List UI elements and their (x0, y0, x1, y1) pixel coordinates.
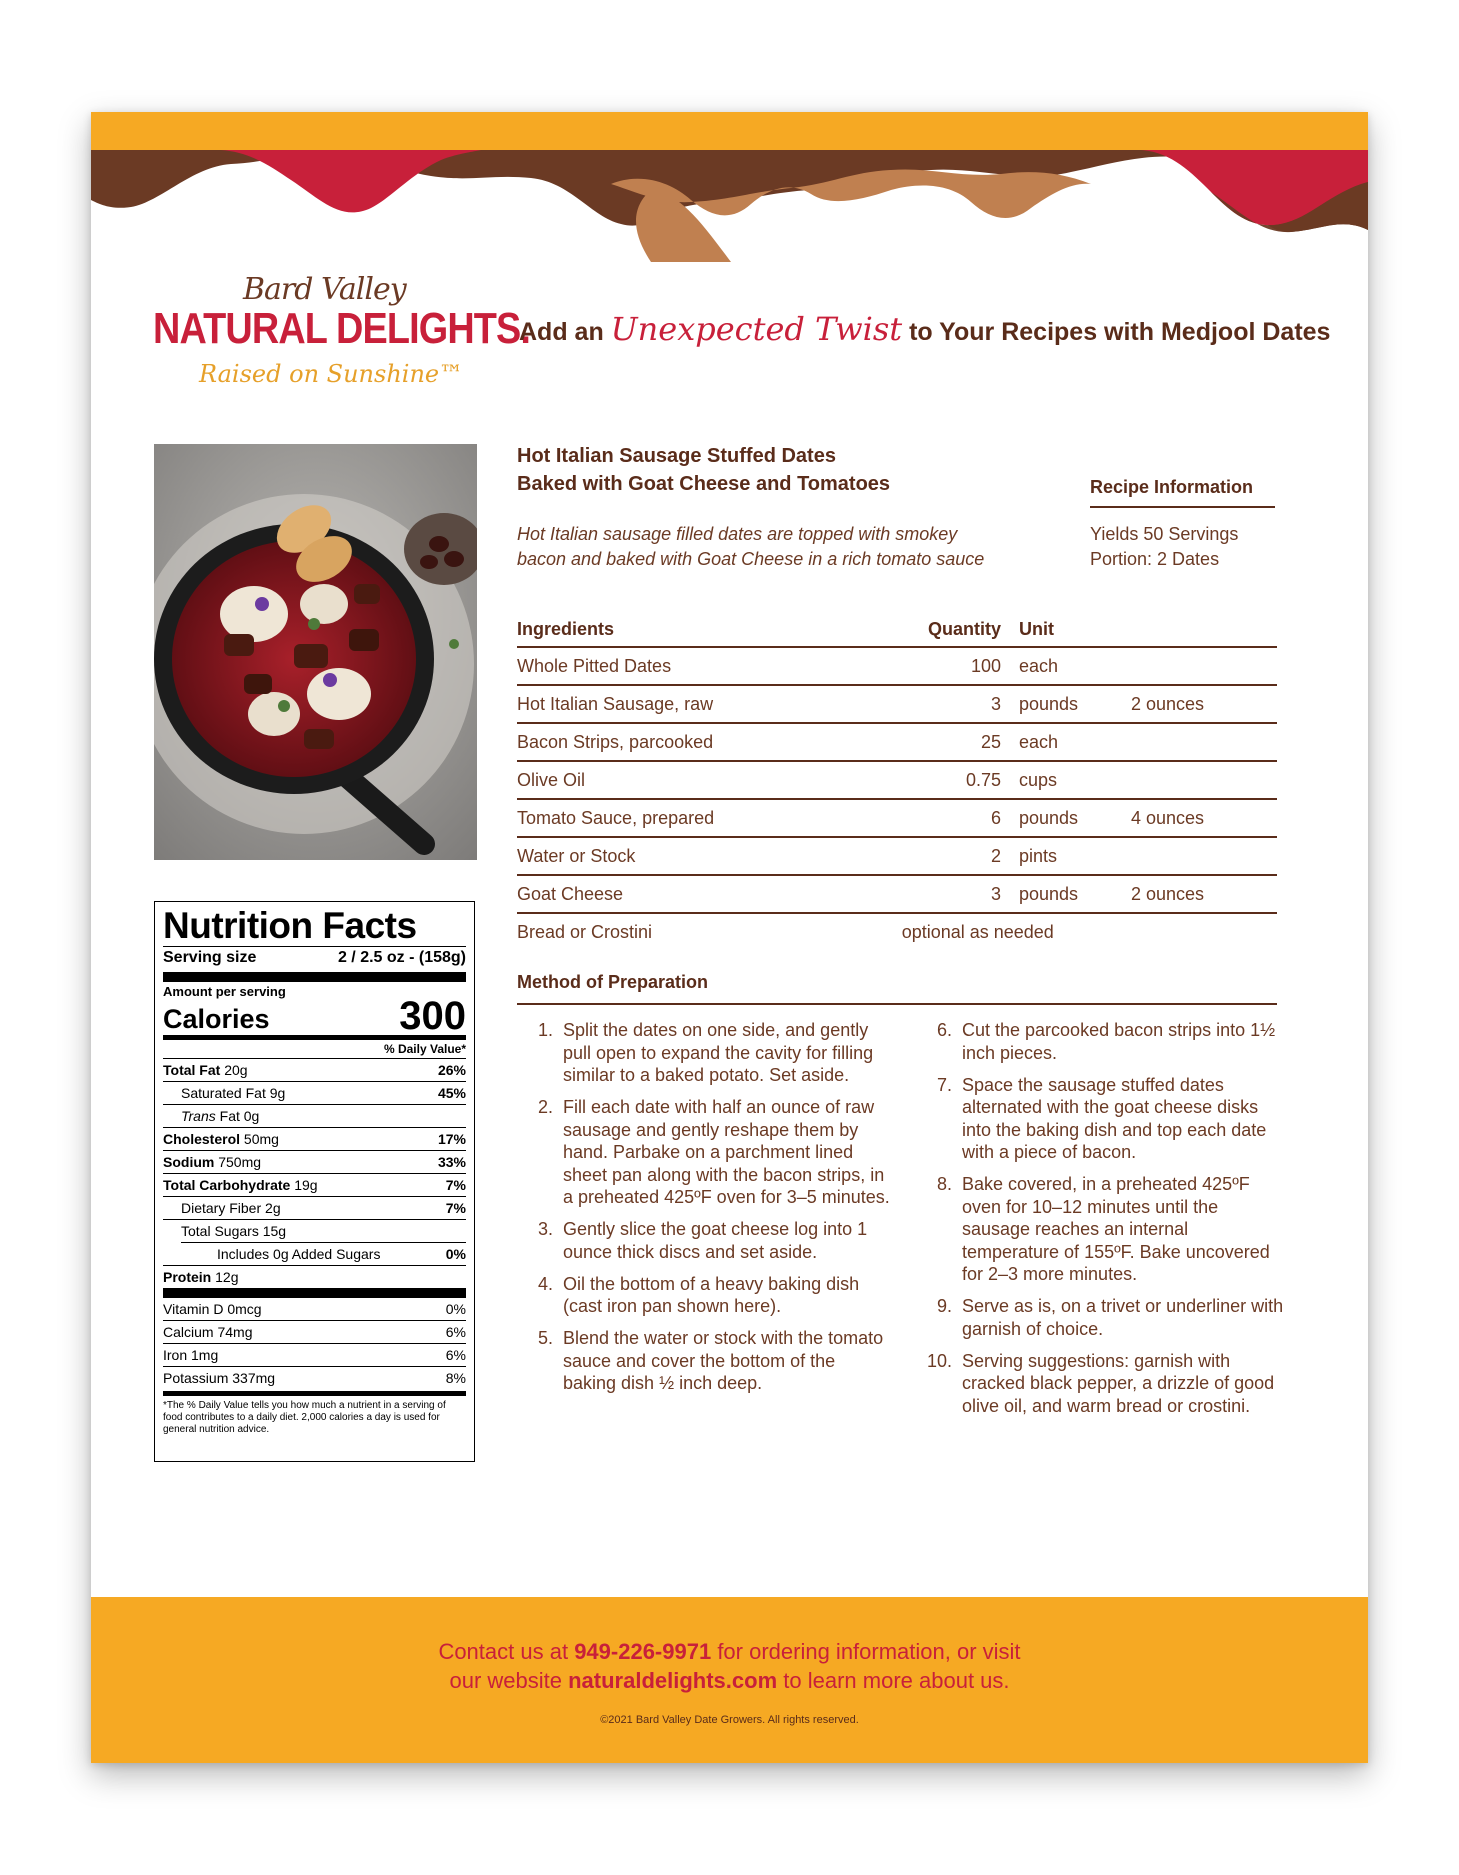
website-link[interactable]: naturaldelights.com (568, 1668, 778, 1693)
calories-value: 300 (399, 994, 466, 1038)
ingredient-extra (1131, 724, 1271, 760)
list-item (517, 1019, 893, 1087)
recipe-portion: Portion: 2 Dates (1090, 549, 1220, 569)
step-number: 1. (537, 1020, 553, 1040)
nutrition-facts-label (154, 901, 475, 1462)
step-text: Oil the bottom of a heavy baking dish (cast iron pan shown here). (563, 1273, 860, 1316)
method-steps-left (517, 1019, 893, 1404)
list-item (916, 1350, 1288, 1418)
headline-after: to Your Recipes with Medjool Dates (902, 318, 1331, 346)
list-item (517, 1327, 893, 1395)
list-item (916, 1295, 1288, 1340)
ingredient-quantity: 2 (990, 846, 1001, 866)
recipe-info-body (1090, 522, 1238, 572)
ingredient-unit: each (1019, 732, 1059, 752)
ingredient-quantity: 0.75 (965, 770, 1001, 790)
serving-value: 2 / 2.5 oz - (158g) (337, 949, 466, 966)
headline-script: Unexpected Twist (610, 310, 903, 348)
daily-value-header: % Daily Value* (383, 1042, 466, 1056)
nutrient-row: Saturated Fat 9g 45% (163, 1081, 466, 1104)
step-number: 3. (537, 1219, 553, 1239)
ingredients-header: Ingredients Quantity Unit (517, 612, 1277, 648)
list-item (517, 1096, 893, 1209)
ingredient-extra (1131, 838, 1271, 874)
ingredient-extra: 2 ounces (1131, 884, 1205, 904)
ingredient-note: optional as needed (901, 922, 1054, 942)
ingredient-unit: each (1019, 656, 1059, 676)
ingredient-name: Tomato Sauce, prepared (517, 808, 715, 828)
ingredient-name: Bacon Strips, parcooked (517, 732, 714, 752)
table-row (517, 876, 1277, 914)
ingredient-name: Olive Oil (517, 770, 586, 790)
nutrient-row: Vitamin D 0mcg 0% (163, 1301, 466, 1317)
method-heading: Method of Preparation (517, 972, 1277, 1005)
recipe-yields: Yields 50 Servings (1090, 524, 1239, 544)
list-item (916, 1074, 1288, 1164)
nutrient-row: Trans Fat 0g (163, 1104, 466, 1127)
method-steps-right (916, 1019, 1288, 1427)
nutrient-row: Protein 12g (163, 1265, 466, 1288)
nutrient-row: Total Sugars 15g (163, 1219, 466, 1242)
amount-per-serving: Amount per serving (163, 984, 286, 999)
footer-band (91, 1597, 1368, 1763)
ingredient-quantity: 25 (980, 732, 1001, 752)
logo-tagline: Raised on Sunshine™ (199, 360, 464, 388)
table-row (517, 762, 1277, 800)
ingredient-unit: pounds (1019, 808, 1079, 828)
table-row (517, 686, 1277, 724)
step-number: 2. (537, 1097, 553, 1117)
ingredients-table (517, 612, 1277, 950)
brand-logo (153, 272, 531, 402)
table-row (517, 724, 1277, 762)
ingredient-name: Bread or Crostini (517, 922, 653, 942)
list-item (517, 1273, 893, 1318)
step-text: Serving suggestions: garnish with cracked black pepper, a drizzle of good olive oil, and warm bread or crostini. (962, 1350, 1275, 1416)
ingredient-quantity: 100 (970, 656, 1001, 676)
ingredient-extra (1131, 648, 1271, 684)
copyright: ©2021 Bard Valley Date Growers. All rights reserved. (600, 1714, 859, 1726)
recipe-description: Hot Italian sausage filled dates are topped with smokey bacon and baked with Goat Cheese in a rich tomato sauce (517, 524, 985, 569)
nutrient-row: Sodium 750mg 33% (163, 1150, 466, 1173)
ingredient-extra (1131, 762, 1271, 798)
ingredient-name: Water or Stock (517, 846, 636, 866)
ingredient-unit: pounds (1019, 694, 1079, 714)
nutrient-row: Iron 1mg 6% (163, 1343, 466, 1366)
serving-size-row (163, 946, 466, 969)
step-text: Cut the parcooked bacon strips into 1½ inch pieces. (962, 1020, 1276, 1063)
nutrient-row: Calcium 74mg 6% (163, 1320, 466, 1343)
nutrient-row: Includes 0g Added Sugars 0% (181, 1242, 466, 1265)
page-headline (519, 310, 1349, 348)
step-number: 6. (936, 1020, 952, 1040)
table-row (517, 648, 1277, 686)
logo-natural-delights: NATURAL DELIGHTS. (153, 304, 531, 353)
nutrition-title: Nutrition Facts (163, 905, 417, 946)
recipe-title: Hot Italian Sausage Stuffed Dates Baked with Goat Cheese and Tomatoes (517, 445, 891, 495)
step-number: 4. (537, 1273, 553, 1294)
list-item (517, 1218, 893, 1263)
step-number: 5. (537, 1328, 553, 1348)
step-number: 9. (936, 1296, 952, 1316)
list-item (916, 1019, 1288, 1064)
red-wave-left (221, 150, 481, 212)
table-row (517, 800, 1277, 838)
nutrient-row: Cholesterol 50mg 17% (163, 1127, 466, 1150)
step-text: Gently slice the goat cheese log into 1 ounce thick discs and set aside. (563, 1219, 868, 1262)
ingredient-extra: 4 ounces (1131, 808, 1205, 828)
ingredient-name: Goat Cheese (517, 884, 624, 904)
step-number: 10. (926, 1350, 952, 1371)
step-text: Space the sausage stuffed dates alternated with the goat cheese disks into the baking dish and top each date with a piece of bacon. (962, 1074, 1267, 1162)
recipe-photo (154, 444, 477, 860)
ingredient-unit: cups (1019, 770, 1058, 790)
step-text: Split the dates on one side, and gently pull open to expand the cavity for filling similar to a baked potato. Set aside. (563, 1020, 874, 1085)
recipe-sheet (91, 112, 1368, 1763)
calories-label: Calories (163, 1004, 270, 1034)
ingredient-quantity: 6 (990, 808, 1001, 828)
calories-row (163, 994, 466, 1038)
step-text: Serve as is, on a trivet or underliner with garnish of choice. (962, 1296, 1284, 1339)
nutrient-row: Dietary Fiber 2g 7% (163, 1196, 466, 1219)
nutrient-row: Potassium 337mg 8% (163, 1366, 466, 1389)
ingredient-extra: 2 ounces (1131, 694, 1205, 714)
nutrition-footnote: *The % Daily Value tells you how much a nutrient in a serving of food contributes to a daily diet. 2,000 calories a day is used for general nutrition advice. (163, 1391, 466, 1436)
nutrient-row: Total Fat 20g 26% (163, 1058, 466, 1081)
header-wave-band (91, 112, 1368, 262)
ingredient-quantity: 3 (990, 694, 1001, 714)
ingredient-name: Whole Pitted Dates (517, 656, 672, 676)
step-text: Blend the water or stock with the tomato sauce and cover the bottom of the baking dish ½ inch deep. (563, 1328, 884, 1393)
nutrient-row: Total Carbohydrate 19g 7% (163, 1173, 466, 1196)
phone-number: 949-226-9971 (574, 1639, 712, 1664)
table-row (517, 914, 1277, 950)
logo-bard-valley: Bard Valley (243, 272, 406, 307)
ingredient-quantity: 3 (990, 884, 1001, 904)
ingredient-unit: pints (1019, 846, 1058, 866)
recipe-info-heading: Recipe Information (1090, 477, 1275, 508)
serving-label: Serving size (163, 949, 257, 966)
step-text: Bake covered, in a preheated 425ºF oven for 10–12 minutes until the sausage reaches an internal temperature of 155ºF. Bake uncovered for 2–3 more minutes. (962, 1174, 1270, 1284)
ingredient-name: Hot Italian Sausage, raw (517, 694, 714, 714)
step-number: 8. (936, 1174, 952, 1194)
step-text: Fill each date with half an ounce of raw sausage and gently reshape them by hand. Parbake on a parchment lined sheet pan along with the bacon strips, in a preheated 425ºF oven for 3–5 minutes. (563, 1097, 890, 1207)
headline-before: Add an (519, 318, 611, 346)
step-number: 7. (936, 1074, 952, 1095)
contact-info: Contact us at 949-226-9971 for ordering information, or visit our website naturaldelights.com to learn more about us. (438, 1639, 1021, 1693)
ingredient-unit: pounds (1019, 884, 1079, 904)
orange-stripe (91, 112, 1368, 150)
list-item (916, 1173, 1288, 1286)
table-row (517, 838, 1277, 876)
